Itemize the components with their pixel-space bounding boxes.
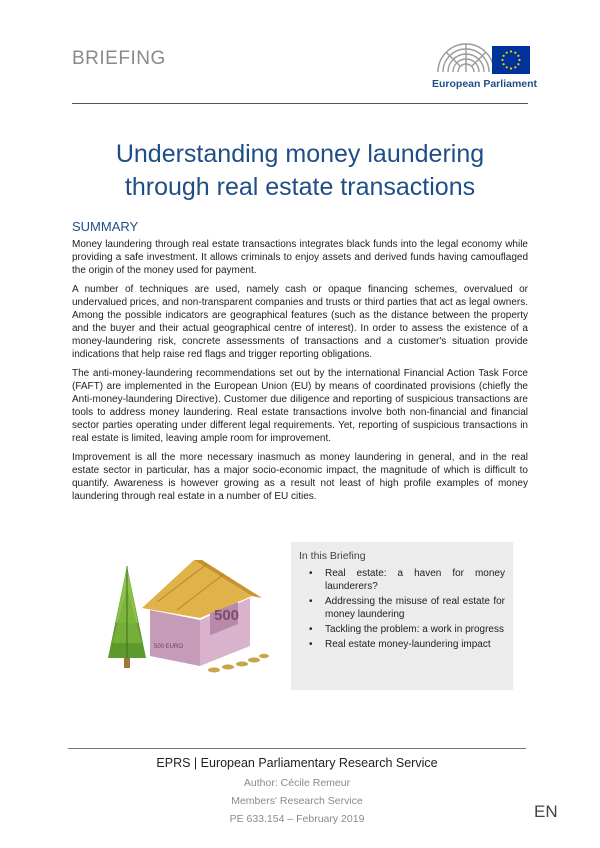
footer-service-name: EPRS | European Parliamentary Research Service bbox=[156, 756, 438, 770]
banknote-value: 500 bbox=[214, 607, 240, 624]
in-this-briefing-box bbox=[291, 542, 513, 690]
document-title bbox=[72, 138, 528, 204]
european-parliament-logo-text: European Parliament bbox=[432, 78, 538, 90]
summary-body bbox=[72, 238, 528, 509]
in-this-briefing-title: In this Briefing bbox=[299, 550, 366, 562]
money-tree-icon bbox=[108, 566, 146, 668]
briefing-label: BRIEFING bbox=[72, 48, 166, 69]
summary-heading: SUMMARY bbox=[72, 219, 139, 234]
european-parliament-logo bbox=[432, 28, 538, 94]
briefing-contents-list bbox=[299, 567, 505, 651]
summary-paragraph: The anti-money-laundering recommendations set out by the international Financial Action Task Force (FAFT) are implemented in the European Union (EU) by means of coordinated provisions (chiefly the Anti-money-laundering Directive). Customer due diligence and reporting of suspicious transactions are tools to address money laundering. Real estate transactions involve both non-financial and financial sector parties operating under different legal requirements. Yet, reporting of suspicious transactions in real estate is limited, leaving ample room for improvement. bbox=[72, 368, 528, 444]
briefing-contents-item: • Addressing the misuse of real estate for money laundering bbox=[299, 595, 505, 621]
document-title-line-2: through real estate transactions bbox=[124, 173, 476, 201]
briefing-contents-item: • Real estate money-laundering impact bbox=[299, 638, 505, 651]
footer-department: Members' Research Service bbox=[231, 795, 363, 807]
summary-paragraph: A number of techniques are used, namely cash or opaque financing schemes, overvalued or undervalued prices, and non-transparent companies and trusts or third parties that act as legal owners. Among the possible indicators are geographical features (such as the distance between the property and the buyer and their actual geographical centre of interest). In order to assess the existence of a money-laundering risk, concrete assessments of transactions and a customer's situation provide indications that help raise red flags and trigger reporting obligations. bbox=[72, 284, 528, 360]
banknote-house-illustration bbox=[102, 548, 272, 678]
summary-paragraph: Improvement is all the more necessary inasmuch as money laundering in general, and in the real estate sector in particular, has a major socio-economic impact, the magnitude of which is difficult to quantify. Awareness is however growing as a result not least of high profile examples of money laundering through real estate in a number of EU cities. bbox=[72, 452, 528, 502]
briefing-contents-item: • Real estate: a haven for money launderers? bbox=[299, 567, 505, 593]
language-code: EN bbox=[534, 802, 558, 821]
document-title-line-1: Understanding money laundering bbox=[115, 140, 485, 168]
header-divider bbox=[72, 103, 528, 104]
footer-author: Author: Cécile Remeur bbox=[243, 777, 351, 789]
footer-divider bbox=[68, 748, 526, 749]
eu-flag-icon bbox=[492, 46, 530, 74]
summary-paragraph: Money laundering through real estate transactions integrates black funds into the legal economy while providing a safe investment. It allows criminals to enjoy assets and derived funds having camouflaged the origin of the money used for payment. bbox=[72, 239, 528, 276]
briefing-contents-item: • Tackling the problem: a work in progress bbox=[299, 623, 505, 636]
parliament-hemicycle-icon bbox=[432, 28, 532, 78]
banknote-serial: 500 EURO bbox=[154, 644, 184, 650]
footer-reference: PE 633.154 – February 2019 bbox=[229, 813, 365, 825]
